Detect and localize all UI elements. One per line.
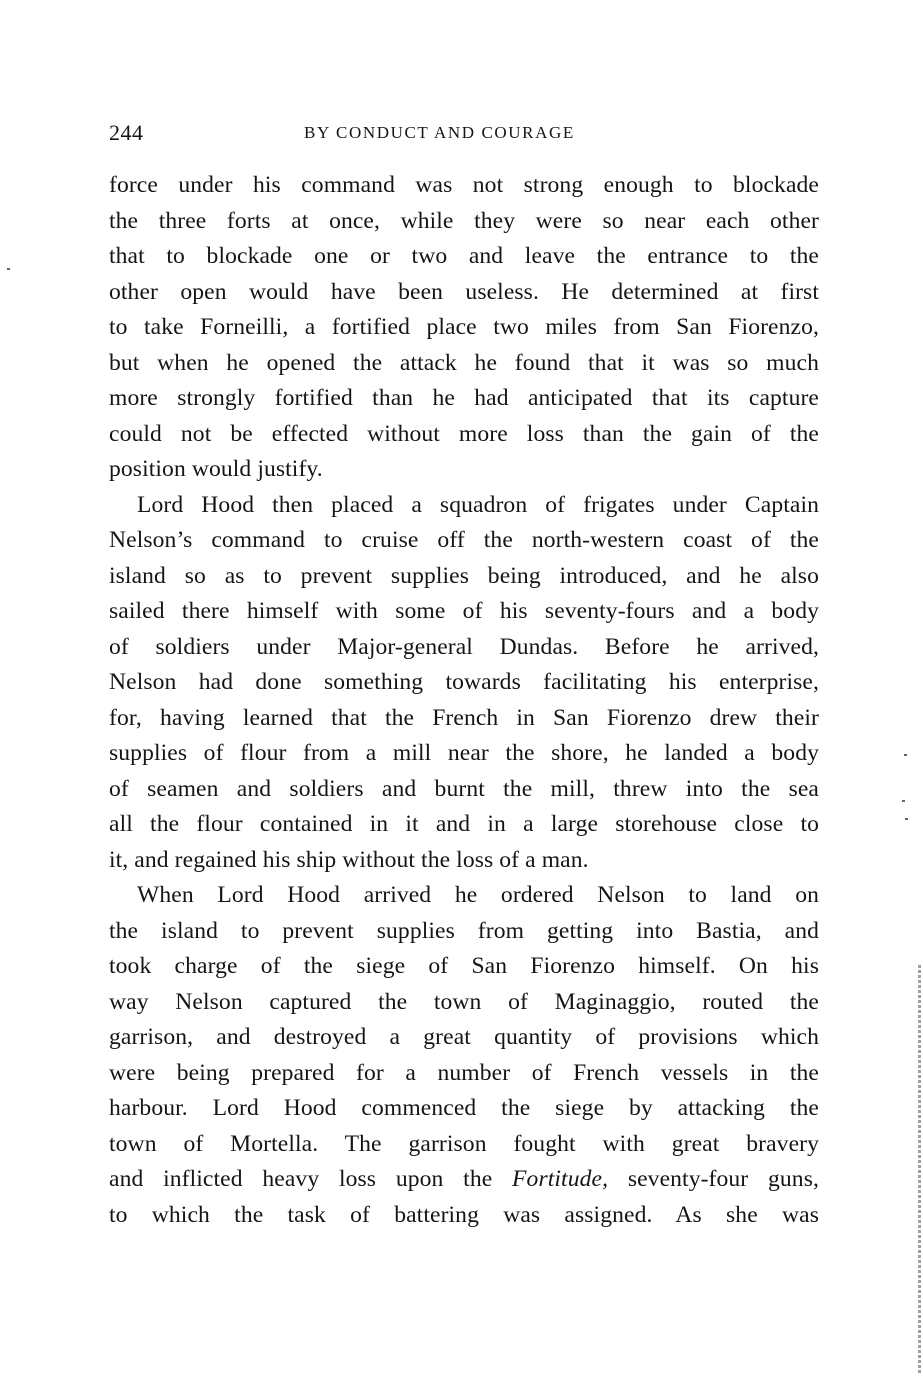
text-line: that to blockade one or two and leave the entrance to the xyxy=(109,243,819,269)
text-line: other open would have been useless. He determined at first xyxy=(109,278,819,305)
running-head: BY CONDUCT AND COURAGE xyxy=(304,123,575,142)
text-line: were being prepared for a number of French vessels in the xyxy=(109,1059,819,1086)
text-line: way Nelson captured the town of Maginaggio, routed the xyxy=(109,988,819,1015)
text-line: to which the task of battering was assigned. As she was xyxy=(109,1201,819,1228)
text-line: the three forts at once, while they were so near each other xyxy=(109,207,819,234)
scan-speck xyxy=(904,754,907,756)
text-line: more strongly fortified than he had anticipated that its capture xyxy=(109,385,819,411)
scan-speck xyxy=(902,800,905,802)
text-line: Lord Hood then placed a squadron of frigates under Captain xyxy=(137,491,819,518)
text-segment: seventy-four guns, xyxy=(608,1166,819,1192)
text-line: town of Mortella. The garrison fought with great bravery xyxy=(109,1130,819,1157)
text-line: all the flour contained in it and in a large storehouse close to xyxy=(109,811,819,837)
text-line: took charge of the siege of San Fiorenzo himself. On his xyxy=(109,953,819,979)
text-line: could not be effected without more loss than the gain of the xyxy=(109,420,819,447)
text-line: force under his command was not strong enough to blockade xyxy=(109,172,819,198)
text-line: of seamen and soldiers and burnt the mill, threw into the sea xyxy=(109,775,819,802)
scan-speck xyxy=(7,268,10,270)
text-line: the island to prevent supplies from getting into Bastia, and xyxy=(109,917,819,944)
text-line-with-italic xyxy=(109,1162,819,1198)
text-line: it, and regained his ship without the loss of a man. xyxy=(109,846,589,873)
text-line: island so as to prevent supplies being introduced, and he also xyxy=(109,562,819,589)
text-line: Nelson had done something towards facilitating his enterprise, xyxy=(109,669,819,695)
text-line: Nelson’s command to cruise off the north-western coast of the xyxy=(109,527,819,553)
text-line: When Lord Hood arrived he ordered Nelson to land on xyxy=(137,882,819,908)
scan-speck xyxy=(905,818,908,820)
text-line: position would justify. xyxy=(109,456,323,482)
body-text xyxy=(109,168,819,1233)
text-line: to take Forneilli, a fortified place two miles from San Fiorenzo, xyxy=(109,314,819,340)
page-number: 244 xyxy=(109,120,144,145)
page-header xyxy=(109,120,820,150)
text-line: but when he opened the attack he found that it was so much xyxy=(109,349,819,376)
text-line: garrison, and destroyed a great quantity of provisions which xyxy=(109,1024,819,1050)
text-line: of soldiers under Major-general Dundas. Before he arrived, xyxy=(109,633,819,660)
ship-name-italic: Fortitude, xyxy=(512,1166,609,1192)
text-line: supplies of flour from a mill near the shore, he landed a body xyxy=(109,740,819,766)
text-segment: and inflicted heavy loss upon the xyxy=(109,1166,513,1192)
text-line: for, having learned that the French in San Fiorenzo drew their xyxy=(109,704,819,731)
text-line: harbour. Lord Hood commenced the siege by attacking the xyxy=(109,1095,819,1121)
text-line: sailed there himself with some of his seventy-fours and a body xyxy=(109,598,819,624)
scan-edge-artifact xyxy=(918,965,921,1375)
